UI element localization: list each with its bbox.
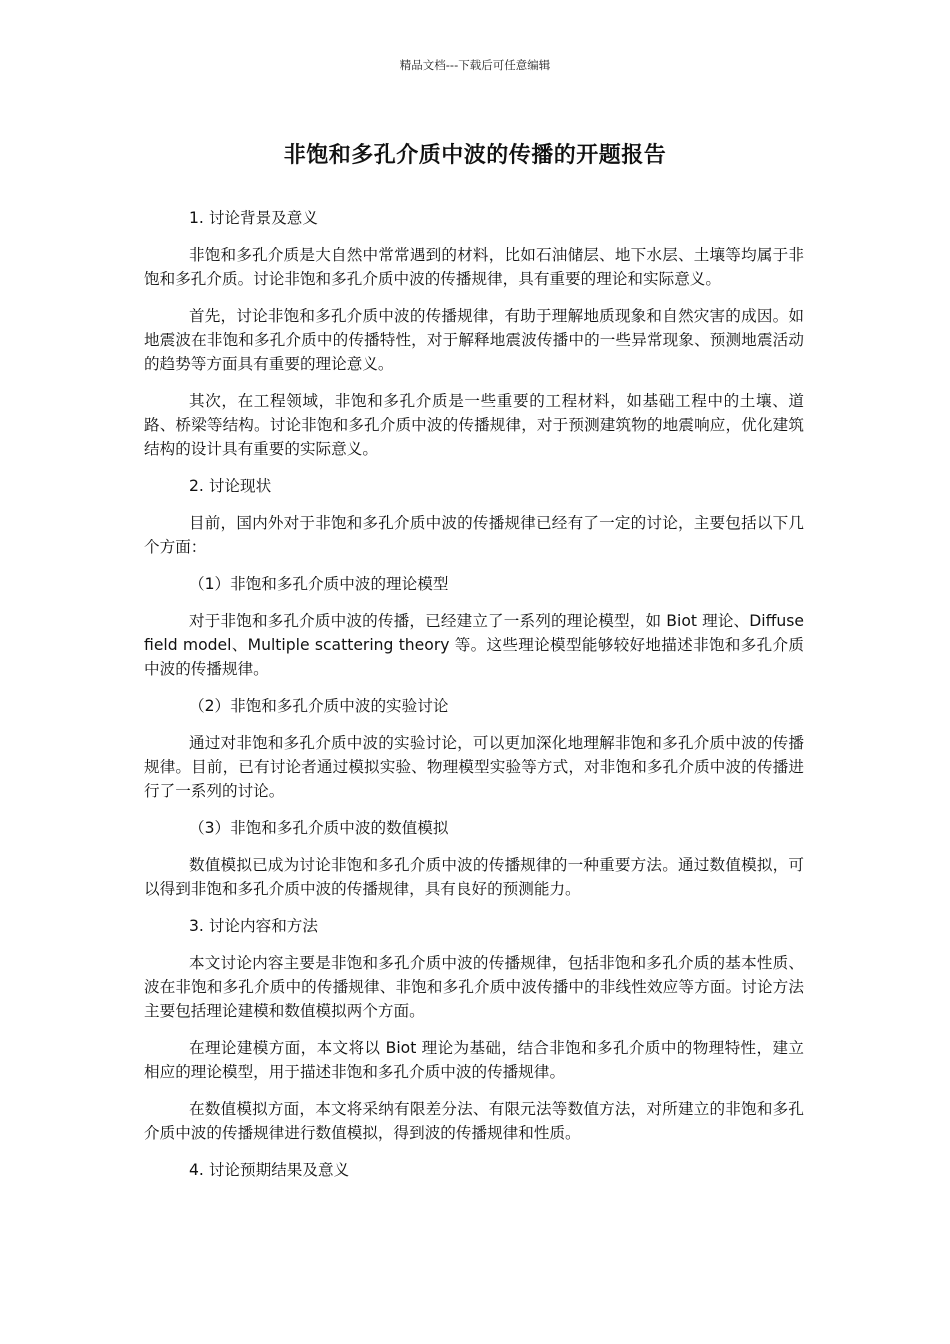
page-header: 精品文档---下载后可任意编辑 — [399, 58, 551, 72]
subsection-heading: （1）非饱和多孔介质中波的理论模型 — [189, 575, 449, 593]
section-heading: 2. 讨论现状 — [189, 477, 272, 495]
section-heading: 3. 讨论内容和方法 — [189, 917, 318, 935]
paragraph: 在数值模拟方面，本文将采纳有限差分法、有限元法等数值方法，对所建立的非饱和多孔介质中波的传播规律进行数值模拟，得到波的传播规律和性质。 — [144, 1100, 804, 1142]
section-heading: 1. 讨论背景及意义 — [189, 209, 318, 227]
paragraph: 首先，讨论非饱和多孔介质中波的传播规律，有助于理解地质现象和自然灾害的成因。如地震波在非饱和多孔介质中的传播特性，对于解释地震波传播中的一些异常现象、预测地震活动的趋势等方面具有重要的理论意义。 — [144, 307, 804, 373]
subsection-heading: （2）非饱和多孔介质中波的实验讨论 — [189, 697, 449, 715]
paragraph: 数值模拟已成为讨论非饱和多孔介质中波的传播规律的一种重要方法。通过数值模拟，可以得到非饱和多孔介质中波的传播规律，具有良好的预测能力。 — [144, 856, 804, 898]
paragraph: 对于非饱和多孔介质中波的传播，已经建立了一系列的理论模型，如 Biot 理论、Diffuse field model、Multiple scattering theory 等。这些理论模型能够较好地描述非饱和多孔介质中波的传播规律。 — [144, 612, 804, 678]
document-body — [144, 206, 804, 1195]
paragraph: 非饱和多孔介质是大自然中常常遇到的材料，比如石油储层、地下水层、土壤等均属于非饱和多孔介质。讨论非饱和多孔介质中波的传播规律，具有重要的理论和实际意义。 — [144, 246, 804, 288]
paragraph: 目前，国内外对于非饱和多孔介质中波的传播规律已经有了一定的讨论，主要包括以下几个方面： — [144, 514, 804, 556]
document-title: 非饱和多孔介质中波的传播的开题报告 — [283, 143, 667, 168]
paragraph: 在理论建模方面，本文将以 Biot 理论为基础，结合非饱和多孔介质中的物理特性，建立相应的理论模型，用于描述非饱和多孔介质中波的传播规律。 — [144, 1039, 804, 1081]
subsection-heading: （3）非饱和多孔介质中波的数值模拟 — [189, 819, 449, 837]
section-heading: 4. 讨论预期结果及意义 — [189, 1161, 350, 1179]
paragraph: 通过对非饱和多孔介质中波的实验讨论，可以更加深化地理解非饱和多孔介质中波的传播规律。目前，已有讨论者通过模拟实验、物理模型实验等方式，对非饱和多孔介质中波的传播进行了一系列的讨论。 — [144, 734, 804, 800]
paragraph: 本文讨论内容主要是非饱和多孔介质中波的传播规律，包括非饱和多孔介质的基本性质、波在非饱和多孔介质中的传播规律、非饱和多孔介质中波传播中的非线性效应等方面。讨论方法主要包括理论建模和数值模拟两个方面。 — [144, 954, 804, 1020]
paragraph: 其次，在工程领域，非饱和多孔介质是一些重要的工程材料，如基础工程中的土壤、道路、桥梁等结构。讨论非饱和多孔介质中波的传播规律，对于预测建筑物的地震响应，优化建筑结构的设计具有重要的实际意义。 — [144, 392, 804, 458]
